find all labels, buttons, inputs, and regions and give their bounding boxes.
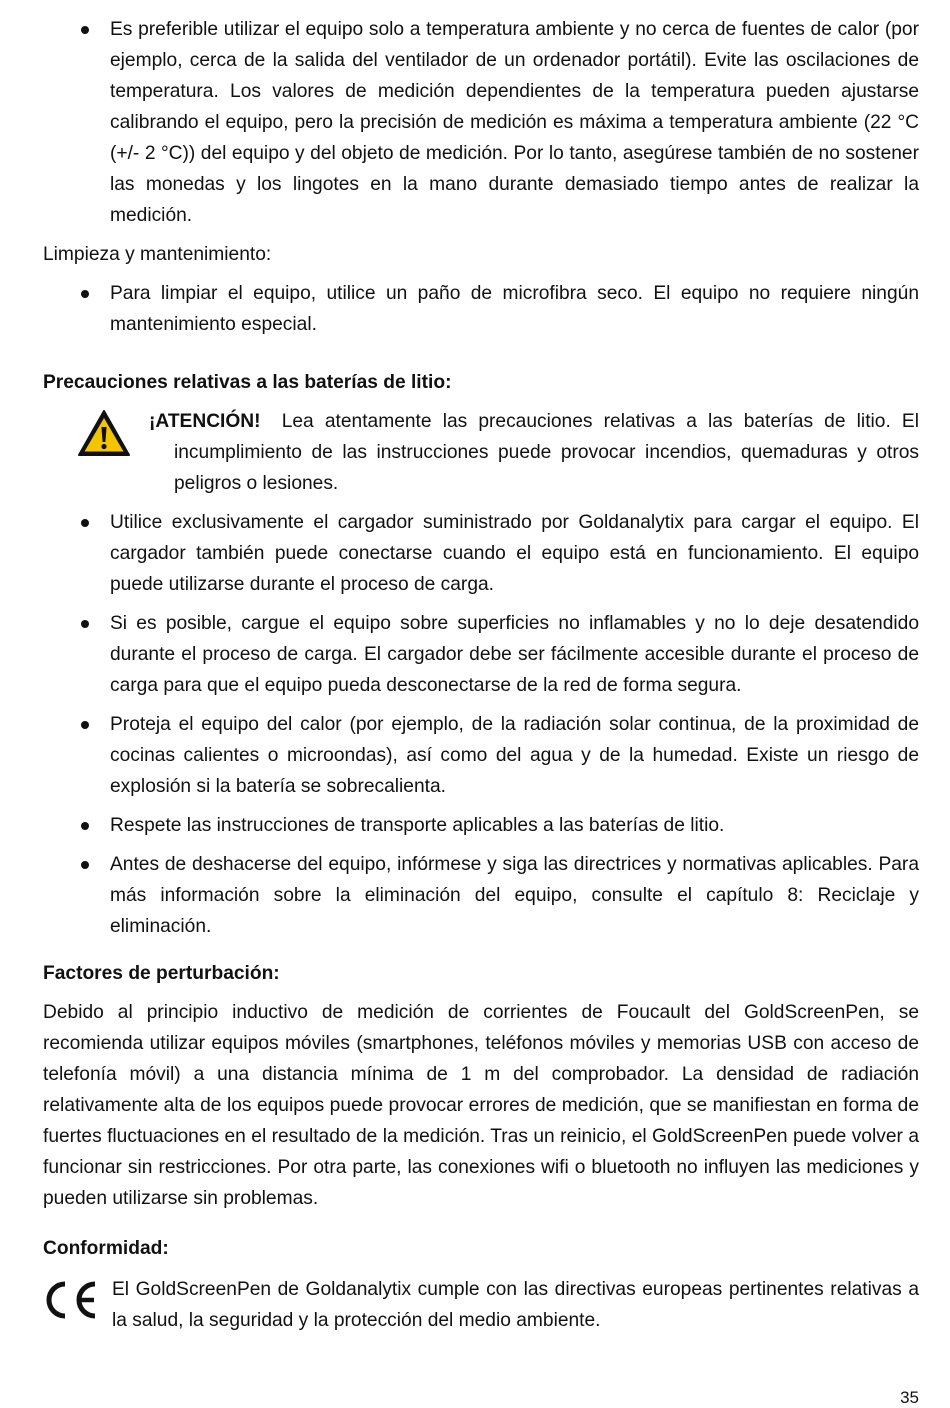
conformity-block bbox=[43, 1274, 919, 1336]
interference-heading: Factores de perturbación: bbox=[43, 963, 280, 984]
bullet-text: Es preferible utilizar el equipo solo a temperatura ambiente y no cerca de fuentes de calor (por ejemplo, cerca de la salida del ventilador de un ordenador portátil). Evite las oscilaciones de temperatura. Los valores de medición dependientes de la temperatura pueden ajustarse calibrando el equipo, pero la precisión de medición es máxima a temperatura ambiente (22 °C (+/- 2 °C)) del equipo y del objeto de medición. Por lo tanto, asegúrese también de no sostener las monedas y los lingotes en la mano durante demasiado tiempo antes de realizar la medición. bbox=[110, 19, 919, 226]
bullet-text: Antes de deshacerse del equipo, infórmese y siga las directrices y normativas aplicables. Para más información sobre la eliminación del equipo, consulte el capítulo 8: Reciclaje y eliminación. bbox=[110, 854, 919, 937]
page-number: 35 bbox=[900, 1388, 919, 1407]
bullet-item bbox=[43, 810, 919, 841]
temperature-bullet-list bbox=[43, 14, 919, 231]
warning-body: Lea atentamente las precauciones relativas a las baterías de litio. El incumplimiento de las instrucciones puede provocar incendios, quemaduras y otros peligros o lesiones. bbox=[174, 411, 919, 494]
warning-triangle-icon bbox=[76, 408, 132, 458]
conformity-text: El GoldScreenPen de Goldanalytix cumple con las directivas europeas pertinentes relativas a la salud, la seguridad y la protección del medio ambiente. bbox=[112, 1279, 919, 1331]
bullet-icon bbox=[81, 822, 89, 830]
bullet-item bbox=[43, 278, 919, 340]
bullet-text: Para limpiar el equipo, utilice un paño de microfibra seco. El equipo no requiere ningún mantenimiento especial. bbox=[110, 283, 919, 335]
bullet-item bbox=[43, 507, 919, 600]
bullet-text: Proteja el equipo del calor (por ejemplo, de la radiación solar continua, de la proximidad de cocinas calientes o microondas), así como del agua y de la humedad. Existe un riesgo de explosión si la batería se sobrecalienta. bbox=[110, 714, 919, 797]
bullet-icon bbox=[81, 721, 89, 729]
cleaning-bullet-list bbox=[43, 278, 919, 340]
interference-paragraph: Debido al principio inductivo de medición de corrientes de Foucault del GoldScreenPen, se recomienda utilizar equipos móviles (smartphones, teléfonos móviles y memorias USB con acceso de telefonía móvil) a una distancia mínima de 1 m del comprobador. La densidad de radiación relativamente alta de los equipos puede provocar errores de medición, que se manifiestan en forma de fuertes fluctuaciones en el resultado de la medición. Tras un reinicio, el GoldScreenPen puede volver a funcionar sin restricciones. Por otra parte, las conexiones wifi o bluetooth no influyen las mediciones y pueden utilizarse sin problemas. bbox=[43, 1002, 919, 1209]
cleaning-label: Limpieza y mantenimiento: bbox=[43, 244, 272, 265]
bullet-item bbox=[43, 608, 919, 701]
document-page bbox=[43, 14, 919, 1336]
warning-block bbox=[43, 406, 919, 499]
lithium-bullet-list bbox=[43, 507, 919, 942]
bullet-text: Utilice exclusivamente el cargador suministrado por Goldanalytix para cargar el equipo. El cargador también puede conectarse cuando el equipo está en funcionamiento. El equipo puede utilizarse durante el proceso de carga. bbox=[110, 512, 919, 595]
bullet-icon bbox=[81, 620, 89, 628]
bullet-item bbox=[43, 709, 919, 802]
bullet-text: Respete las instrucciones de transporte aplicables a las baterías de litio. bbox=[110, 815, 725, 836]
bullet-icon bbox=[81, 26, 89, 34]
bullet-icon bbox=[81, 519, 89, 527]
warning-label: ¡ATENCIÓN! bbox=[149, 411, 261, 432]
bullet-icon bbox=[81, 861, 89, 869]
warning-text bbox=[149, 406, 919, 499]
bullet-item bbox=[43, 14, 919, 231]
lithium-heading: Precauciones relativas a las baterías de litio: bbox=[43, 372, 452, 393]
bullet-item bbox=[43, 849, 919, 942]
ce-mark-icon bbox=[43, 1278, 99, 1322]
conformity-heading: Conformidad: bbox=[43, 1238, 169, 1259]
bullet-text: Si es posible, cargue el equipo sobre superficies no inflamables y no lo deje desatendido durante el proceso de carga. El cargador debe ser fácilmente accesible durante el proceso de carga para que el equipo pueda desconectarse de la red de forma segura. bbox=[110, 613, 919, 696]
bullet-icon bbox=[81, 290, 89, 298]
